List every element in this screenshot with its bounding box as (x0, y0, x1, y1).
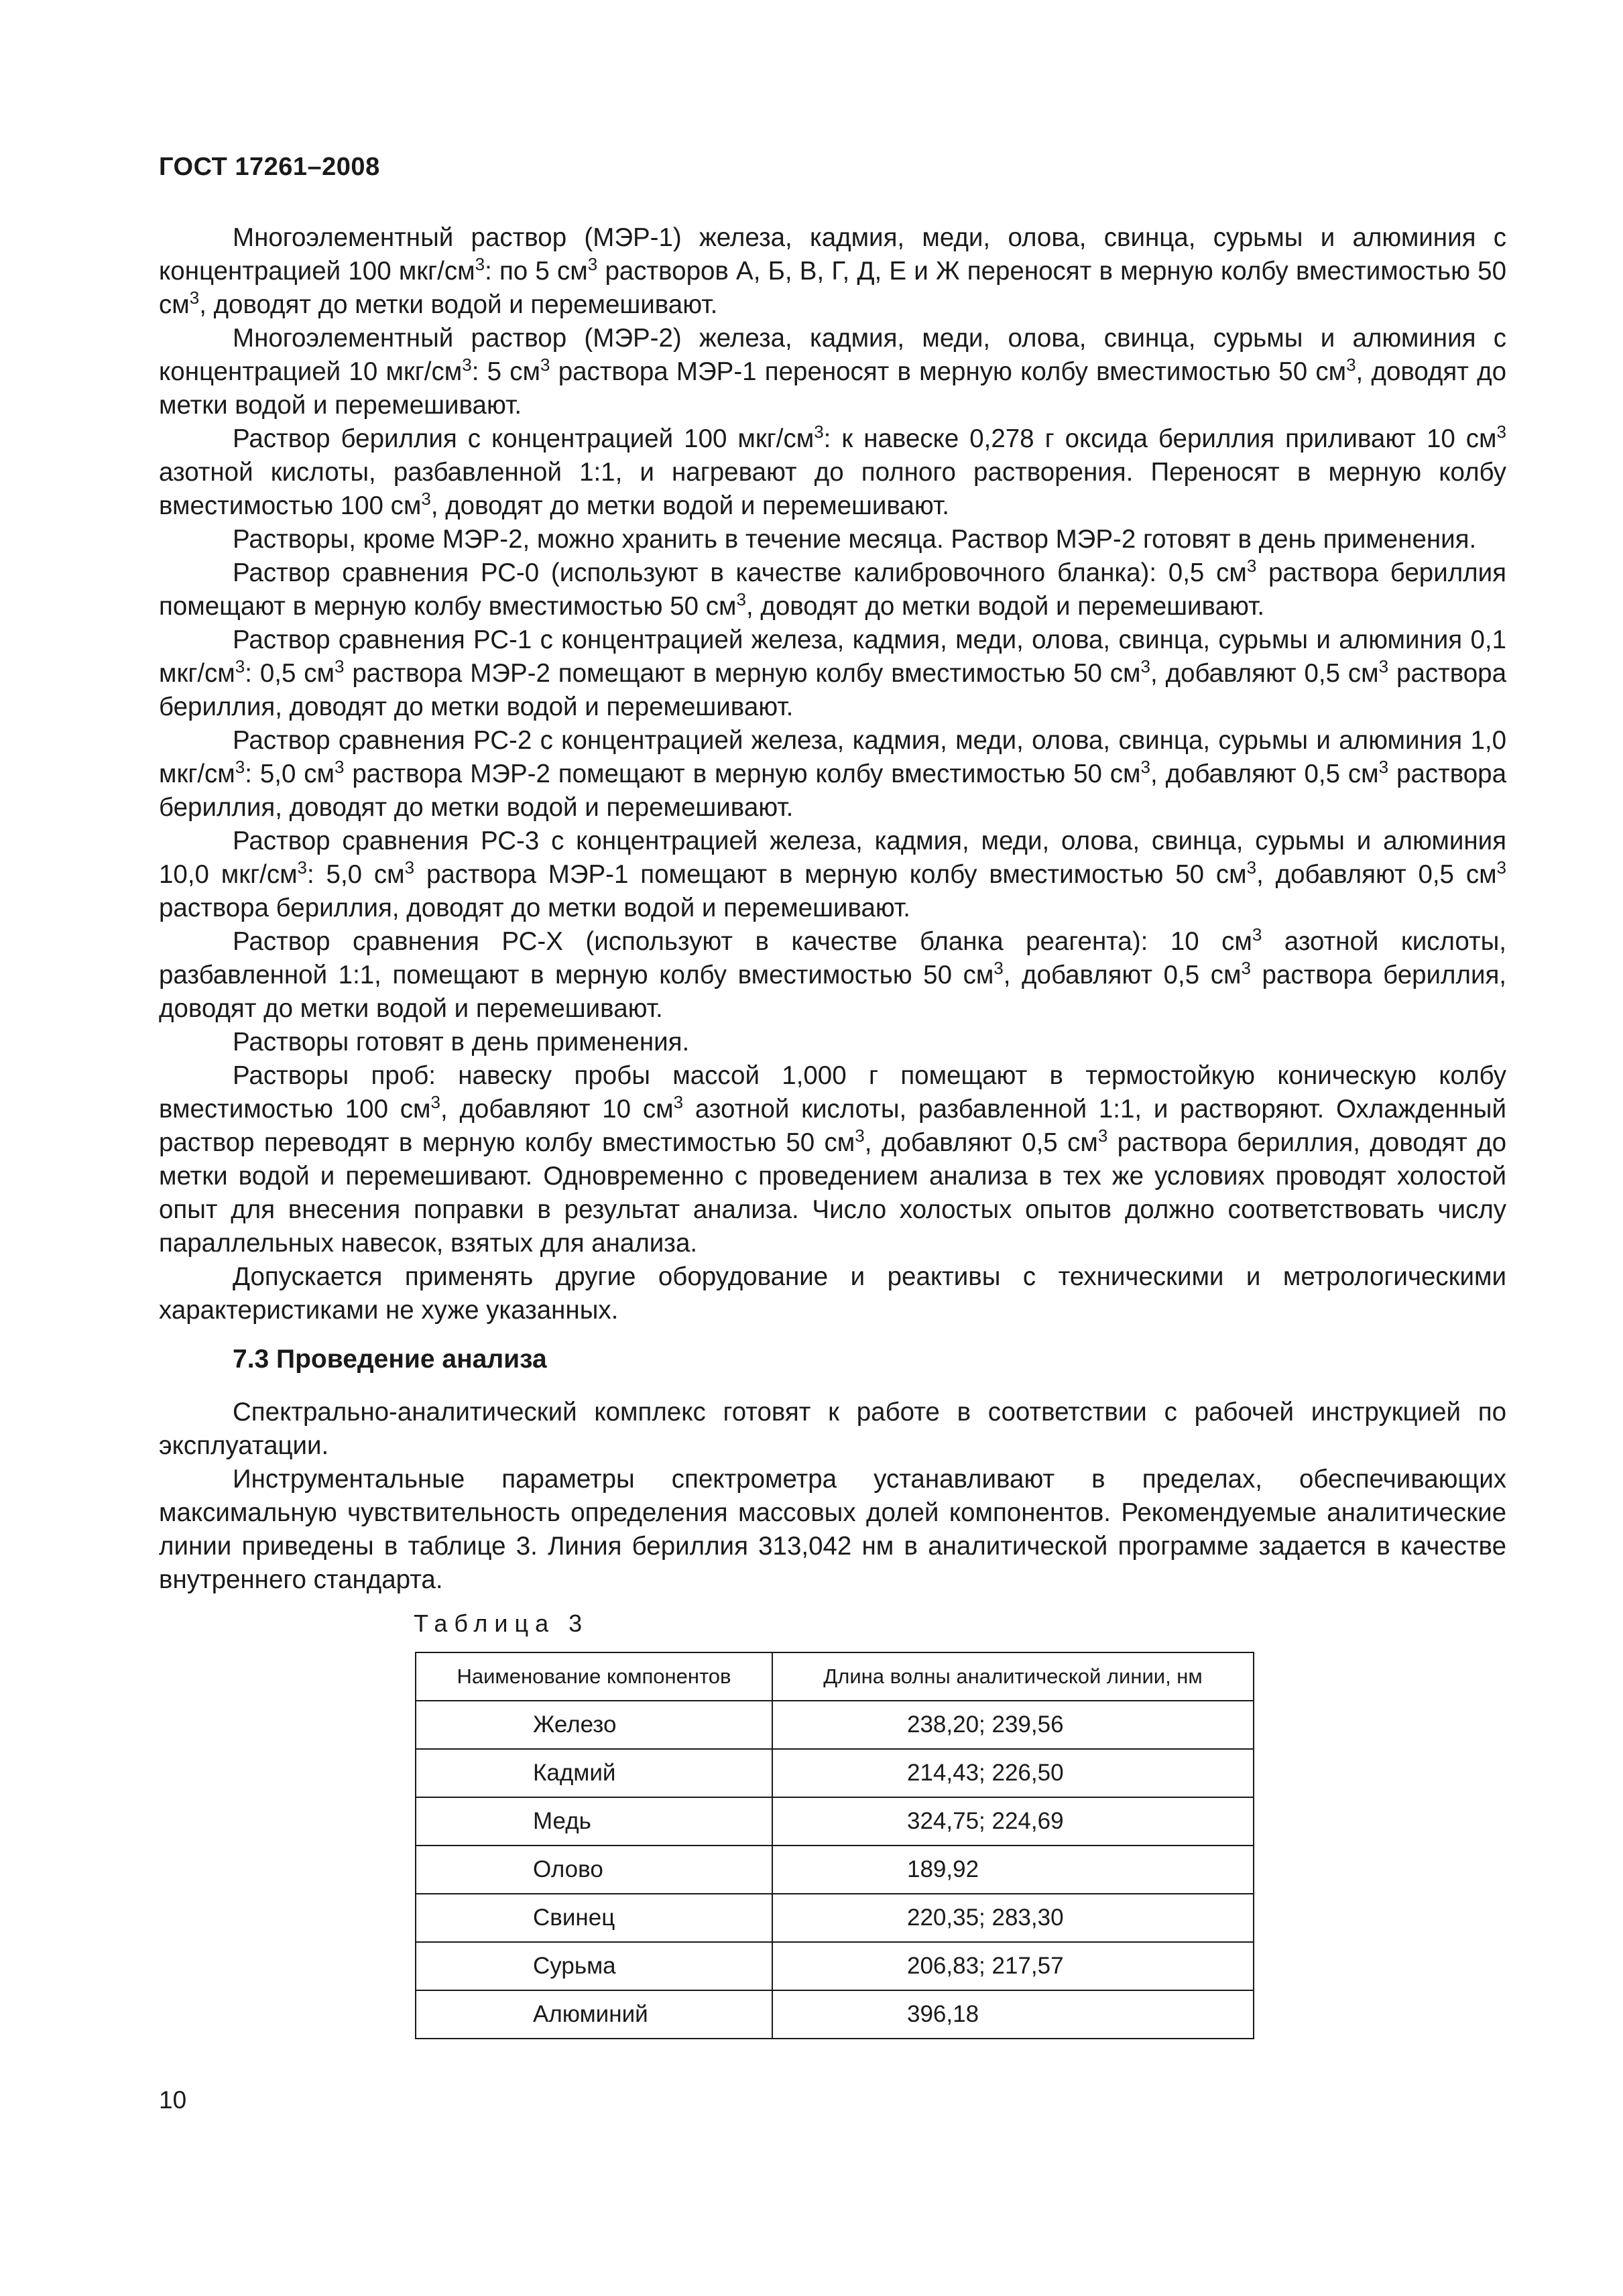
body-paragraph (159, 724, 1506, 825)
superscript: 3 (814, 422, 824, 442)
document-header: ГОСТ 17261–2008 (159, 153, 380, 181)
body-paragraph (159, 1026, 1506, 1059)
table-row (416, 1894, 1254, 1942)
paragraph-text: , добавляют 0,5 см (1256, 860, 1497, 889)
table-row (416, 1990, 1254, 2039)
wavelength-cell: 396,18 (772, 1990, 1254, 2039)
wavelength-cell: 214,43; 226,50 (772, 1749, 1254, 1797)
paragraph-text: Растворы проб: навеску пробы массой 1,000 г помещают в термостойкую коническую колбу вместимостью 100 см (159, 1061, 1506, 1124)
paragraph-text: , добавляют 10 см (440, 1095, 674, 1124)
body-paragraph (159, 556, 1506, 623)
superscript: 3 (1496, 422, 1506, 442)
paragraph-text: , добавляют 0,5 см (864, 1128, 1098, 1157)
paragraph-text: Раствор сравнения РС-1 с концентрацией железа, кадмия, меди, олова, свинца, сурьмы и алюминия 0,1 мкг/см (159, 625, 1506, 688)
table-row (416, 1749, 1254, 1797)
paragraph-text: раствора бериллия, доводят до метки водой и перемешивают. (159, 760, 1506, 822)
body-text (159, 221, 1506, 2039)
paragraph-text: Многоэлементный раствор (МЭР-2) железа, кадмия, меди, олова, свинца, сурьмы и алюминия с концентрацией 10 мкг/см (159, 324, 1506, 386)
superscript: 3 (1097, 1126, 1108, 1146)
paragraph-text: раствора бериллия помещают в мерную колбу вместимостью 50 см (159, 558, 1506, 621)
paragraph-text: Раствор сравнения РС-Х (используют в качестве бланка реагента): 10 см (233, 927, 1252, 956)
paragraph-text: азотной кислоты, разбавленной 1:1, и растворяют. Охлажденный раствор переводят в мерную колбу вместимостью 50 см (159, 1095, 1506, 1157)
superscript: 3 (189, 288, 200, 308)
table-header-row (416, 1652, 1254, 1701)
component-name-cell: Свинец (416, 1894, 772, 1942)
paragraph-text: растворов А, Б, В, Г, Д, Е и Ж переносят в мерную колбу вместимостью 50 см (159, 257, 1506, 319)
paragraph-text: Растворы, кроме МЭР-2, можно хранить в течение месяца. Раствор МЭР-2 готовят в день применения. (233, 525, 1477, 554)
table-body (416, 1701, 1254, 2039)
table-row (416, 1701, 1254, 1749)
paragraph-text: азотной кислоты, разбавленной 1:1, и нагревают до полного растворения. Переносят в мерную колбу вместимостью 100 см (159, 458, 1506, 520)
body-paragraph (159, 1059, 1506, 1260)
paragraph-text: Раствор сравнения РС-0 (используют в качестве калибровочного бланка): 0,5 см (233, 558, 1247, 587)
body-paragraph (159, 623, 1506, 724)
table-header-cell: Наименование компонентов (416, 1652, 772, 1701)
section-paragraph: Спектрально-аналитический комплекс готовят к работе в соответствии с рабочей инструкцией по эксплуатации. (159, 1398, 1506, 1460)
superscript: 3 (855, 1126, 865, 1146)
superscript: 3 (1252, 924, 1262, 945)
paragraph-text: раствора МЭР-1 помещают в мерную колбу вместимостью 50 см (414, 860, 1247, 889)
superscript: 3 (1140, 656, 1150, 676)
page-number: 10 (159, 2086, 187, 2114)
table-caption: Таблица 3 (414, 1610, 589, 1637)
superscript: 3 (462, 355, 472, 375)
paragraph-text: раствора МЭР-2 помещают в мерную колбу вместимостью 50 см (344, 760, 1141, 788)
section-heading: 7.3 Проведение анализа (233, 1345, 547, 1374)
superscript: 3 (1378, 656, 1389, 676)
paragraph-text: Допускается применять другие оборудование и реактивы с техническими и метрологическими характеристиками не хуже указанных. (159, 1262, 1506, 1325)
component-name-cell: Железо (416, 1701, 772, 1749)
superscript: 3 (1496, 857, 1507, 878)
superscript: 3 (1246, 556, 1257, 576)
paragraph-text: : 5 см (471, 357, 540, 386)
body-paragraph (159, 523, 1506, 556)
superscript: 3 (235, 757, 245, 777)
paragraph-text: раствора бериллия, доводят до метки водой и перемешивают. (159, 894, 910, 922)
paragraph-text: , добавляют 0,5 см (1003, 961, 1242, 989)
superscript: 3 (994, 958, 1004, 978)
body-paragraph (159, 825, 1506, 925)
component-name-cell: Медь (416, 1797, 772, 1846)
paragraph-text: Раствор сравнения РС-3 с концентрацией железа, кадмия, меди, олова, свинца, сурьмы и алюминия 10,0 мкг/см (159, 827, 1506, 889)
paragraph-text: Раствор бериллия с концентрацией 100 мкг/см (233, 424, 815, 453)
paragraph-text: азотной кислоты, разбавленной 1:1, помещают в мерную колбу вместимостью 50 см (159, 927, 1506, 989)
paragraph-text: раствора бериллия, доводят до метки водой и перемешивают. Одновременно с проведением анализа в тех же условиях проводят холостой опыт для внесения поправки в результат анализа. Число холостых опытов должно соответствовать числу параллельных навесок, взятых для анализа. (159, 1128, 1507, 1258)
superscript: 3 (1346, 355, 1356, 375)
paragraph-text: , добавляют 0,5 см (1150, 760, 1379, 788)
paragraph-text: , доводят до метки водой и перемешивают. (159, 357, 1506, 420)
paragraph-text: : 5,0 см (245, 760, 335, 788)
body-paragraph (159, 925, 1506, 1026)
body-paragraph (159, 1260, 1506, 1327)
paragraph-text: : к навеске 0,278 г оксида бериллия приливают 10 см (823, 424, 1497, 453)
paragraph-text: раствора МЭР-1 переносят в мерную колбу вместимостью 50 см (550, 357, 1347, 386)
superscript: 3 (673, 1092, 684, 1112)
superscript: 3 (540, 355, 550, 375)
paragraph-list (159, 221, 1506, 1327)
superscript: 3 (587, 254, 598, 274)
wavelength-cell: 206,83; 217,57 (772, 1942, 1254, 1990)
wavelength-cell: 238,20; 239,56 (772, 1701, 1254, 1749)
table-row (416, 1797, 1254, 1846)
table-row (416, 1846, 1254, 1894)
paragraph-text: раствора бериллия, доводят до метки водой и перемешивают. (159, 961, 1506, 1023)
superscript: 3 (335, 757, 345, 777)
paragraph-text: , доводят до метки водой и перемешивают. (745, 592, 1265, 621)
superscript: 3 (335, 656, 345, 676)
superscript: 3 (297, 857, 308, 878)
paragraph-text: Растворы готовят в день применения. (233, 1028, 690, 1056)
wavelength-cell: 324,75; 224,69 (772, 1797, 1254, 1846)
paragraph-text: Многоэлементный раствор (МЭР-1) железа, кадмия, меди, олова, свинца, сурьмы и алюминия с концентрацией 100 мкг/см (159, 223, 1506, 286)
body-paragraph (159, 322, 1506, 422)
superscript: 3 (1241, 958, 1251, 978)
body-paragraph (159, 221, 1506, 322)
superscript: 3 (1378, 757, 1389, 777)
superscript: 3 (1140, 757, 1150, 777)
wavelength-cell: 189,92 (772, 1846, 1254, 1894)
wavelength-cell: 220,35; 283,30 (772, 1894, 1254, 1942)
superscript: 3 (475, 254, 485, 274)
paragraph-text: раствора МЭР-2 помещают в мерную колбу вместимостью 50 см (344, 659, 1141, 688)
paragraph-text: : по 5 см (485, 257, 588, 286)
paragraph-text: : 5,0 см (307, 860, 405, 889)
superscript: 3 (421, 489, 431, 509)
component-name-cell: Кадмий (416, 1749, 772, 1797)
component-name-cell: Алюминий (416, 1990, 772, 2039)
superscript: 3 (235, 656, 245, 676)
superscript: 3 (736, 589, 746, 609)
superscript: 3 (1246, 857, 1257, 878)
paragraph-text: Раствор сравнения РС-2 с концентрацией железа, кадмия, меди, олова, свинца, сурьмы и алюминия 1,0 мкг/см (159, 726, 1506, 788)
component-name-cell: Сурьма (416, 1942, 772, 1990)
paragraph-text: раствора бериллия, доводят до метки водой и перемешивают. (159, 659, 1506, 721)
wavelength-table (415, 1652, 1254, 2039)
paragraph-text: , добавляют 0,5 см (1150, 659, 1379, 688)
body-paragraph (159, 422, 1506, 523)
paragraph-text: : 0,5 см (245, 659, 335, 688)
superscript: 3 (430, 1092, 440, 1112)
table-header-cell: Длина волны аналитической линии, нм (772, 1652, 1254, 1701)
superscript: 3 (404, 857, 415, 878)
table-row (416, 1942, 1254, 1990)
paragraph-text: , доводят до метки водой и перемешивают. (430, 491, 949, 520)
component-name-cell: Олово (416, 1846, 772, 1894)
section-paragraph: Инструментальные параметры спектрометра устанавливают в пределах, обеспечивающих максимальную чувствительность определения массовых долей компонентов. Рекомендуемые аналитические линии приведены в таблице 3. Линия бериллия 313,042 нм в аналитической программе задается в качестве внутреннего стандарта. (159, 1465, 1506, 1594)
paragraph-text: , доводят до метки водой и перемешивают. (199, 290, 718, 319)
